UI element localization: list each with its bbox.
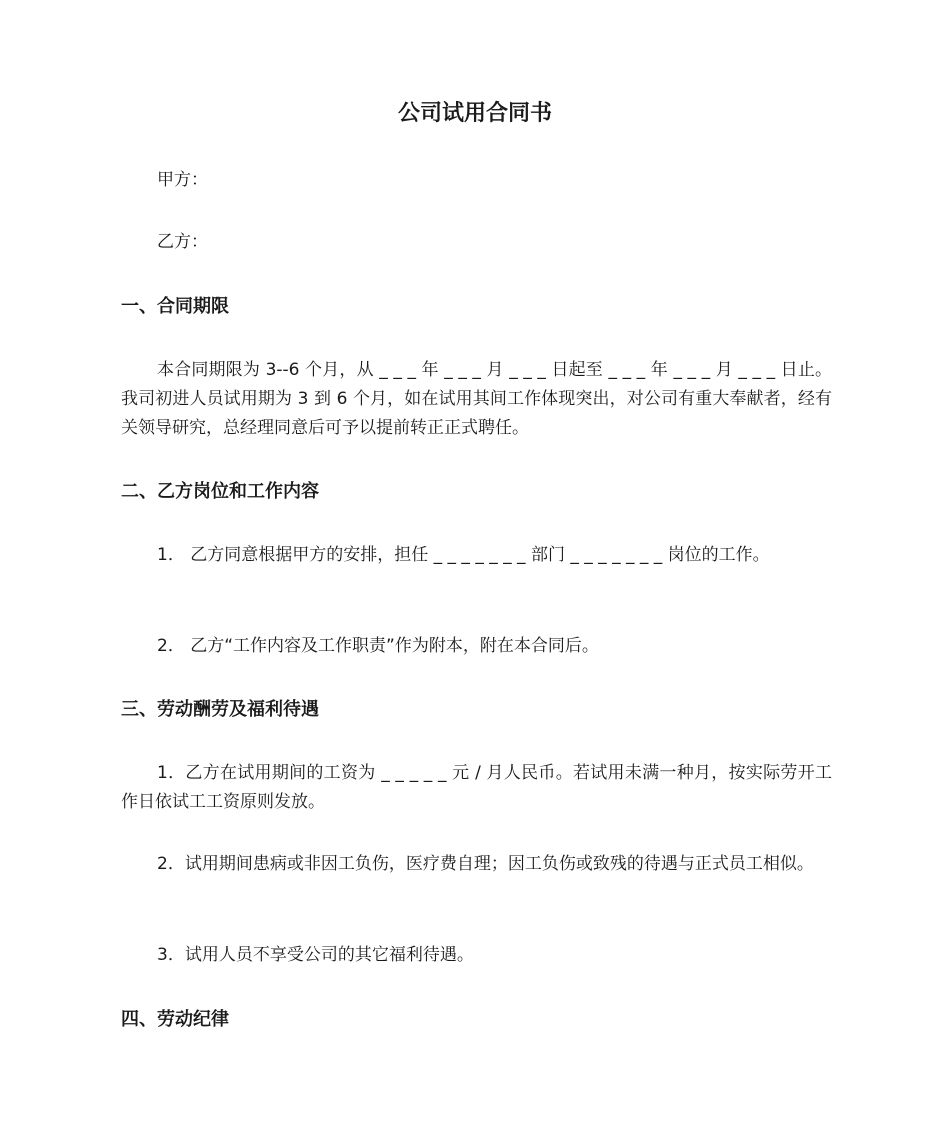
document-title: 公司试用合同书 bbox=[397, 101, 552, 126]
section-heading-labor-discipline: 四、劳动纪律 bbox=[121, 1009, 229, 1030]
section-heading-compensation: 三、劳动酬劳及福利待遇 bbox=[121, 699, 319, 720]
position-paragraph-1: 1． 乙方同意根据甲方的安排，担任 _ _ _ _ _ _ _ 部门 _ _ _ _ _ _ _ 岗位的工作。 bbox=[157, 545, 770, 565]
compensation-paragraph-1: 1．乙方在试用期间的工资为 _ _ _ _ _ 元 / 月人民币。若试用未满一种月，按实际劳开工作日依试工工资原则发放。 bbox=[121, 763, 832, 812]
section-heading-position: 二、乙方岗位和工作内容 bbox=[121, 481, 319, 502]
party-a-label: 甲方： bbox=[157, 170, 208, 190]
section-heading-contract-term: 一、合同期限 bbox=[121, 296, 229, 317]
compensation-paragraph-3: 3．试用人员不享受公司的其它福利待遇。 bbox=[157, 945, 474, 965]
position-paragraph-2: 2． 乙方“工作内容及工作职责”作为附本，附在本合同后。 bbox=[157, 636, 599, 656]
party-b-label: 乙方： bbox=[157, 232, 208, 252]
compensation-paragraph-2: 2．试用期间患病或非因工负伤，医疗费自理；因工负伤或致残的待遇与正式员工相似。 bbox=[157, 854, 814, 874]
contract-term-paragraph: 本合同期限为 3--6 个月，从 _ _ _ 年 _ _ _ 月 _ _ _ 日起至 _ _ _ 年 _ _ _ 月 _ _ _ 日止。我司初进人员试用期为 3 到 6 个月，如在试用其间工作体现突出，对公司有重大奉献者，经有关领导研究，总经理同意后可予以提前转正正式聘任。 bbox=[121, 360, 832, 438]
